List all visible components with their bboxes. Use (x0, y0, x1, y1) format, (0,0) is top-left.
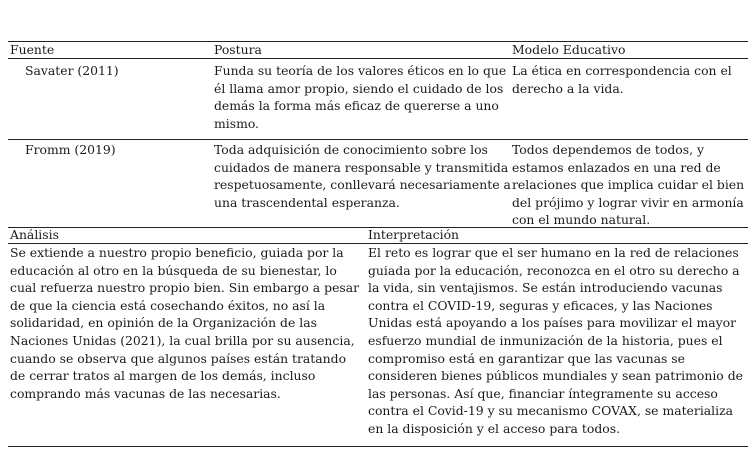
row-1-model: La ética en correspondencia con el derecho a la vida. (512, 63, 732, 96)
header-interpretation: Interpretación (368, 227, 460, 242)
header-position: Postura (214, 42, 262, 57)
row-1-position: Funda su teoría de los valores éticos en lo que él llama amor propio, siendo el cuidado de los demás la forma más eficaz de quererse a uno mismo. (214, 63, 507, 131)
table-bottom-rule (8, 446, 748, 447)
header-analysis: Análisis (10, 227, 59, 242)
interpretation-text: El reto es lograr que el ser humano en la red de relaciones guiada por la educación, reconozca en el otro su derecho a la vida, sin ventajismos. Se están introduciendo vacunas contra el COVID-19, seguras y eficaces, y las Naciones Unidas está apoyando a los países para movilizar el mayor esfuerzo mundial de inmunización de la historia, pues el compromiso está en garantizar que las vacunas se consideren bienes públicos mundiales y sean patrimonio de las personas. Así que, financiar íntegramente su acceso contra el Covid-19 y su mecanismo COVAX, se materializa en la disposición y el acceso para todos. (368, 245, 743, 436)
header-model: Modelo Educativo (512, 42, 626, 57)
row-2-model: Todos dependemos de todos, y estamos enlazados en una red de relaciones que implica cuidar el bien del prójimo y lograr vivir en armonía con el mundo natural. (512, 142, 745, 228)
row-2-position: Toda adquisición de conocimiento sobre los cuidados de manera responsable y transmitida respetuosamente, conllevará necesariamente a una trascendental esperanza. (214, 142, 511, 210)
analysis-text: Se extiende a nuestro propio beneficio, guiada por la educación al otro en la búsqueda de su bienestar, lo cual refuerza nuestro propio bien. Sin embargo a pesar de que la ciencia está cosechando éxitos, no así la solidaridad, en opinión de la Organización de las Naciones Unidas (2021), la cual brilla por su ausencia, cuando se observa que algunos países están tratando de cerrar tratos al margen de los demás, incluso comprando más vacunas de las necesarias. (10, 245, 360, 401)
row-separator-rule (8, 139, 748, 140)
header-source: Fuente (10, 42, 55, 57)
row-1-source: Savater (2011) (25, 63, 119, 78)
row-2-source: Fromm (2019) (25, 142, 116, 157)
